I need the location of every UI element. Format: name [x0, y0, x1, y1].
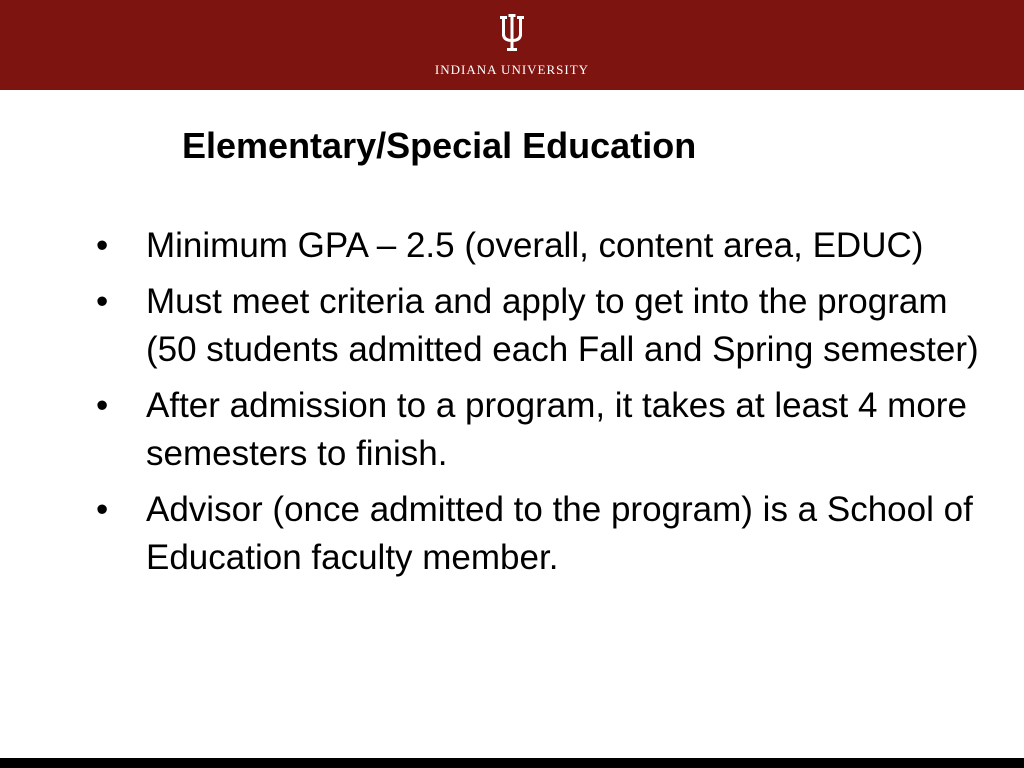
bullet-text: Minimum GPA – 2.5 (overall, content area, EDUC) — [146, 226, 924, 265]
bullet-item — [96, 278, 996, 374]
bullet-item — [96, 486, 996, 582]
bullet-text: After admission to a program, it takes at least 4 more semesters to finish. — [146, 386, 967, 473]
bullet-point-icon: • — [96, 282, 109, 321]
header-band — [0, 0, 1024, 90]
bullet-point-icon: • — [96, 490, 109, 529]
bullet-item — [96, 382, 996, 478]
slide-title: Elementary/Special Education — [182, 125, 697, 166]
bottom-bar — [0, 758, 1024, 768]
bullet-list — [96, 222, 996, 590]
bullet-text: Must meet criteria and apply to get into the program (50 students admitted each Fall and Spring semester) — [146, 282, 979, 369]
bullet-text: Advisor (once admitted to the program) is a School of Education faculty member. — [146, 490, 973, 577]
bullet-point-icon: • — [96, 386, 109, 425]
bullet-point-icon: • — [96, 226, 109, 265]
institution-name: INDIANA UNIVERSITY — [434, 62, 590, 77]
iu-trident-icon — [494, 14, 530, 52]
bullet-item — [96, 222, 996, 270]
